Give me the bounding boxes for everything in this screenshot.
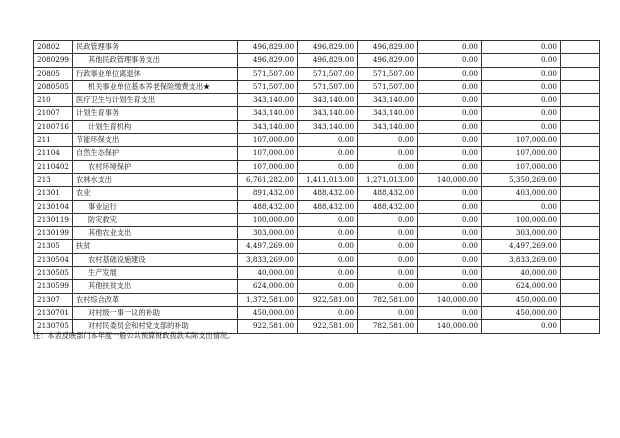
row-project-cell: 403,000.00 — [482, 187, 561, 200]
row-code-cell: 21301 — [34, 187, 73, 200]
row-code-cell: 20802 — [34, 41, 73, 54]
row-name-cell: 农村环境保护 — [73, 160, 238, 173]
row-total-cell: 624,000.00 — [238, 280, 298, 293]
row-total-cell: 922,581.00 — [238, 320, 298, 333]
row-empty-cell — [561, 200, 600, 213]
row-empty-cell — [561, 160, 600, 173]
row-personnel-cell: 343,140.00 — [358, 94, 418, 107]
row-code-cell: 21305 — [34, 240, 73, 253]
row-code-cell: 2130505 — [34, 267, 73, 280]
row-public-cell: 140,000.00 — [418, 293, 482, 306]
row-personnel-cell: 0.00 — [358, 213, 418, 226]
row-personnel-cell: 0.00 — [358, 253, 418, 266]
row-personnel-cell: 571,507.00 — [358, 67, 418, 80]
row-project-cell: 0.00 — [482, 120, 561, 133]
table-footnote: 注：本表反映部门本年度一般公共预算财政拨款实际支出情况。 — [33, 331, 235, 340]
row-basic-total-cell: 0.00 — [298, 253, 358, 266]
table-row — [34, 120, 600, 133]
row-name-cell: 生产发展 — [73, 267, 238, 280]
row-personnel-cell: 488,432.00 — [358, 187, 418, 200]
expenditure-table-sheet — [33, 40, 600, 334]
row-project-cell: 107,000.00 — [482, 134, 561, 147]
row-personnel-cell: 343,140.00 — [358, 120, 418, 133]
row-empty-cell — [561, 94, 600, 107]
row-name-cell: 行政事业单位离退休 — [73, 67, 238, 80]
table-row — [34, 280, 600, 293]
row-public-cell: 0.00 — [418, 41, 482, 54]
expenditure-table — [33, 40, 600, 334]
row-basic-total-cell: 571,507.00 — [298, 80, 358, 93]
row-code-cell: 2130705 — [34, 320, 73, 333]
row-basic-total-cell: 1,411,013.00 — [298, 173, 358, 186]
row-total-cell: 450,000.00 — [238, 306, 298, 319]
row-name-cell: 机关事业单位基本养老保险缴费支出★ — [73, 80, 238, 93]
row-name-cell: 计划生育机构 — [73, 120, 238, 133]
row-total-cell: 571,507.00 — [238, 80, 298, 93]
row-total-cell: 100,000.00 — [238, 213, 298, 226]
row-public-cell: 0.00 — [418, 267, 482, 280]
row-project-cell: 0.00 — [482, 80, 561, 93]
table-row — [34, 41, 600, 54]
row-code-cell: 2130104 — [34, 200, 73, 213]
table-row — [34, 227, 600, 240]
row-personnel-cell: 496,829.00 — [358, 41, 418, 54]
row-personnel-cell: 782,581.00 — [358, 320, 418, 333]
row-basic-total-cell: 922,581.00 — [298, 320, 358, 333]
row-name-cell: 扶贫 — [73, 240, 238, 253]
row-code-cell: 211 — [34, 134, 73, 147]
row-personnel-cell: 0.00 — [358, 147, 418, 160]
row-public-cell: 0.00 — [418, 134, 482, 147]
row-personnel-cell: 0.00 — [358, 240, 418, 253]
row-empty-cell — [561, 306, 600, 319]
row-name-cell: 防灾救灾 — [73, 213, 238, 226]
row-total-cell: 4,497,269.00 — [238, 240, 298, 253]
row-code-cell: 2130504 — [34, 253, 73, 266]
row-total-cell: 343,140.00 — [238, 120, 298, 133]
row-public-cell: 0.00 — [418, 306, 482, 319]
row-basic-total-cell: 343,140.00 — [298, 107, 358, 120]
row-total-cell: 496,829.00 — [238, 54, 298, 67]
row-public-cell: 0.00 — [418, 67, 482, 80]
row-code-cell: 2130199 — [34, 227, 73, 240]
row-personnel-cell: 0.00 — [358, 160, 418, 173]
row-name-cell: 农村综合改革 — [73, 293, 238, 306]
row-project-cell: 3,833,269.00 — [482, 253, 561, 266]
row-public-cell: 0.00 — [418, 147, 482, 160]
row-basic-total-cell: 488,432.00 — [298, 200, 358, 213]
row-total-cell: 571,507.00 — [238, 67, 298, 80]
row-project-cell: 450,000.00 — [482, 293, 561, 306]
row-basic-total-cell: 343,140.00 — [298, 120, 358, 133]
row-basic-total-cell: 0.00 — [298, 240, 358, 253]
row-personnel-cell: 782,581.00 — [358, 293, 418, 306]
row-total-cell: 107,000.00 — [238, 160, 298, 173]
row-public-cell: 0.00 — [418, 54, 482, 67]
table-row — [34, 107, 600, 120]
row-personnel-cell: 496,829.00 — [358, 54, 418, 67]
row-personnel-cell: 0.00 — [358, 134, 418, 147]
row-project-cell: 303,000.00 — [482, 227, 561, 240]
row-empty-cell — [561, 80, 600, 93]
row-project-cell: 4,497,269.00 — [482, 240, 561, 253]
row-total-cell: 488,432.00 — [238, 200, 298, 213]
row-name-cell: 计划生育事务 — [73, 107, 238, 120]
row-public-cell: 0.00 — [418, 240, 482, 253]
table-row — [34, 80, 600, 93]
table-row — [34, 54, 600, 67]
row-code-cell: 2130119 — [34, 213, 73, 226]
row-code-cell: 20805 — [34, 67, 73, 80]
row-total-cell: 303,000.00 — [238, 227, 298, 240]
row-public-cell: 0.00 — [418, 107, 482, 120]
row-public-cell: 0.00 — [418, 120, 482, 133]
row-public-cell: 0.00 — [418, 160, 482, 173]
row-project-cell: 0.00 — [482, 67, 561, 80]
row-name-cell: 民政管理事务 — [73, 41, 238, 54]
row-personnel-cell: 0.00 — [358, 280, 418, 293]
row-basic-total-cell: 922,581.00 — [298, 293, 358, 306]
row-basic-total-cell: 0.00 — [298, 267, 358, 280]
row-basic-total-cell: 0.00 — [298, 280, 358, 293]
row-public-cell: 140,000.00 — [418, 320, 482, 333]
row-total-cell: 1,372,581.00 — [238, 293, 298, 306]
table-row — [34, 253, 600, 266]
table-row — [34, 67, 600, 80]
row-basic-total-cell: 0.00 — [298, 134, 358, 147]
row-code-cell: 2100716 — [34, 120, 73, 133]
row-empty-cell — [561, 280, 600, 293]
row-personnel-cell: 343,140.00 — [358, 107, 418, 120]
row-empty-cell — [561, 293, 600, 306]
row-total-cell: 40,000.00 — [238, 267, 298, 280]
row-total-cell: 343,140.00 — [238, 107, 298, 120]
row-code-cell: 2110402 — [34, 160, 73, 173]
row-public-cell: 0.00 — [418, 280, 482, 293]
row-empty-cell — [561, 267, 600, 280]
row-code-cell: 21104 — [34, 147, 73, 160]
expenditure-table-body — [34, 41, 600, 334]
row-personnel-cell: 488,432.00 — [358, 200, 418, 213]
row-empty-cell — [561, 54, 600, 67]
row-basic-total-cell: 0.00 — [298, 227, 358, 240]
row-code-cell: 21307 — [34, 293, 73, 306]
table-row — [34, 147, 600, 160]
row-project-cell: 5,350,269.00 — [482, 173, 561, 186]
row-name-cell: 自然生态保护 — [73, 147, 238, 160]
row-total-cell: 891,432.00 — [238, 187, 298, 200]
table-row — [34, 173, 600, 186]
row-project-cell: 0.00 — [482, 200, 561, 213]
table-row — [34, 200, 600, 213]
row-name-cell: 其他民政管理事务支出 — [73, 54, 238, 67]
row-project-cell: 0.00 — [482, 320, 561, 333]
row-empty-cell — [561, 67, 600, 80]
row-name-cell: 农林水支出 — [73, 173, 238, 186]
row-total-cell: 107,000.00 — [238, 147, 298, 160]
row-basic-total-cell: 496,829.00 — [298, 54, 358, 67]
row-public-cell: 0.00 — [418, 94, 482, 107]
row-empty-cell — [561, 320, 600, 333]
row-project-cell: 0.00 — [482, 54, 561, 67]
row-basic-total-cell: 571,507.00 — [298, 67, 358, 80]
row-name-cell: 其他农业支出 — [73, 227, 238, 240]
row-name-cell: 对村级一事一议的补助 — [73, 306, 238, 319]
row-public-cell: 140,000.00 — [418, 173, 482, 186]
row-public-cell: 0.00 — [418, 200, 482, 213]
row-code-cell: 2130701 — [34, 306, 73, 319]
row-empty-cell — [561, 187, 600, 200]
row-name-cell: 农业 — [73, 187, 238, 200]
row-empty-cell — [561, 173, 600, 186]
row-name-cell: 其他扶贫支出 — [73, 280, 238, 293]
row-project-cell: 450,000.00 — [482, 306, 561, 319]
row-personnel-cell: 0.00 — [358, 306, 418, 319]
row-public-cell: 0.00 — [418, 80, 482, 93]
row-basic-total-cell: 0.00 — [298, 147, 358, 160]
row-empty-cell — [561, 147, 600, 160]
row-public-cell: 0.00 — [418, 213, 482, 226]
row-code-cell: 21007 — [34, 107, 73, 120]
table-row — [34, 187, 600, 200]
row-code-cell: 2080505 — [34, 80, 73, 93]
row-code-cell: 213 — [34, 173, 73, 186]
row-empty-cell — [561, 120, 600, 133]
table-row — [34, 213, 600, 226]
row-total-cell: 496,829.00 — [238, 41, 298, 54]
row-name-cell: 对村民委员会和村党支部的补助 — [73, 320, 238, 333]
row-empty-cell — [561, 240, 600, 253]
row-public-cell: 0.00 — [418, 187, 482, 200]
row-empty-cell — [561, 227, 600, 240]
table-row — [34, 160, 600, 173]
row-basic-total-cell: 0.00 — [298, 213, 358, 226]
row-basic-total-cell: 0.00 — [298, 160, 358, 173]
row-total-cell: 107,000.00 — [238, 134, 298, 147]
row-empty-cell — [561, 41, 600, 54]
row-personnel-cell: 1,271,013.00 — [358, 173, 418, 186]
row-code-cell: 2080299 — [34, 54, 73, 67]
row-project-cell: 0.00 — [482, 94, 561, 107]
row-personnel-cell: 571,507.00 — [358, 80, 418, 93]
row-project-cell: 0.00 — [482, 41, 561, 54]
row-project-cell: 0.00 — [482, 107, 561, 120]
row-project-cell: 107,000.00 — [482, 160, 561, 173]
row-code-cell: 210 — [34, 94, 73, 107]
row-total-cell: 3,833,269.00 — [238, 253, 298, 266]
table-row — [34, 306, 600, 319]
table-row — [34, 94, 600, 107]
row-personnel-cell: 0.00 — [358, 227, 418, 240]
row-empty-cell — [561, 253, 600, 266]
row-empty-cell — [561, 134, 600, 147]
row-basic-total-cell: 343,140.00 — [298, 94, 358, 107]
row-personnel-cell: 0.00 — [358, 267, 418, 280]
row-basic-total-cell: 488,432.00 — [298, 187, 358, 200]
row-empty-cell — [561, 107, 600, 120]
row-basic-total-cell: 496,829.00 — [298, 41, 358, 54]
row-total-cell: 343,140.00 — [238, 94, 298, 107]
row-code-cell: 2130599 — [34, 280, 73, 293]
row-empty-cell — [561, 213, 600, 226]
row-project-cell: 107,000.00 — [482, 147, 561, 160]
row-project-cell: 624,000.00 — [482, 280, 561, 293]
row-name-cell: 农村基础设施建设 — [73, 253, 238, 266]
table-row — [34, 134, 600, 147]
row-name-cell: 节能环保支出 — [73, 134, 238, 147]
row-project-cell: 40,000.00 — [482, 267, 561, 280]
table-row — [34, 267, 600, 280]
row-public-cell: 0.00 — [418, 253, 482, 266]
row-basic-total-cell: 0.00 — [298, 306, 358, 319]
row-public-cell: 0.00 — [418, 227, 482, 240]
row-project-cell: 100,000.00 — [482, 213, 561, 226]
row-total-cell: 6,761,282.00 — [238, 173, 298, 186]
row-name-cell: 医疗卫生与计划生育支出 — [73, 94, 238, 107]
row-name-cell: 事业运行 — [73, 200, 238, 213]
table-row — [34, 240, 600, 253]
table-row — [34, 293, 600, 306]
